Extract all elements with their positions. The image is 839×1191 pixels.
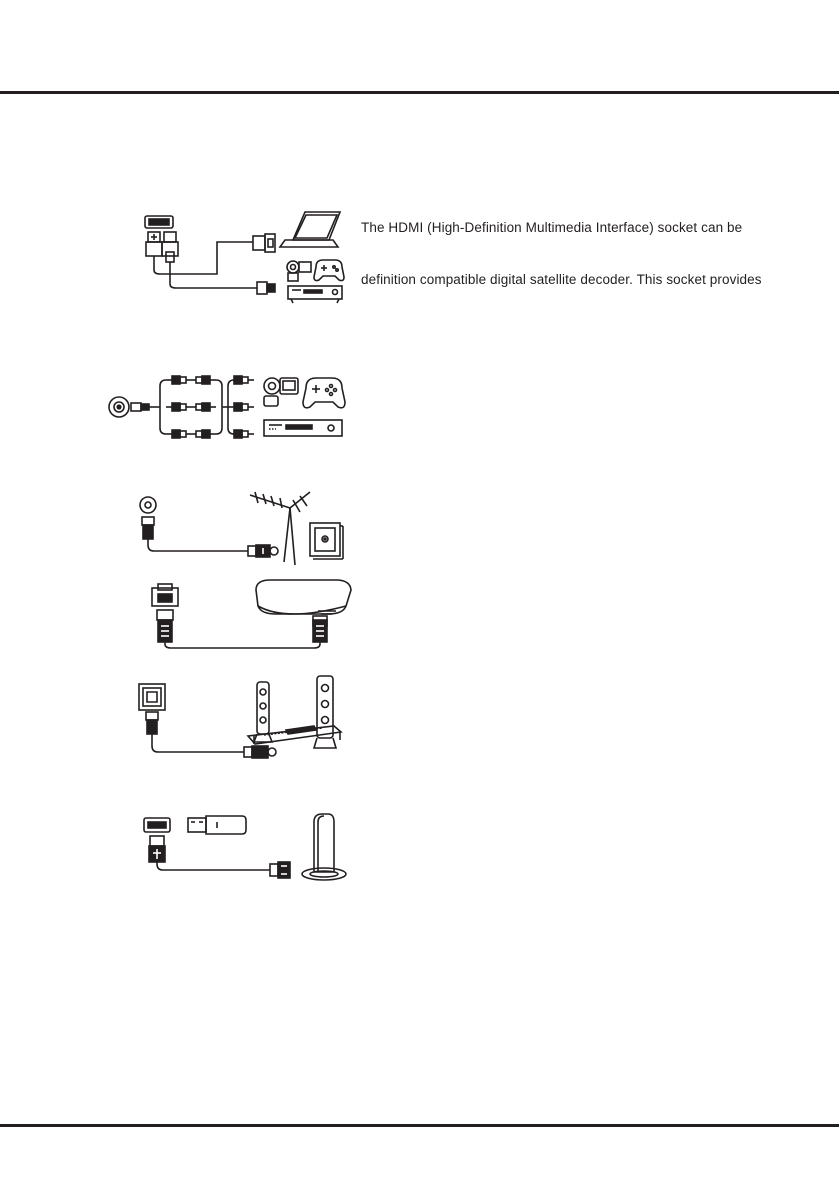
hdmi-description-line-1: The HDMI (High-Definition Multimedia Interface) socket can be (361, 220, 743, 235)
antenna-connection-diagram-icon (130, 490, 355, 565)
footer-rule (0, 1124, 839, 1127)
optical-audio-connection-diagram-icon (136, 674, 356, 762)
usb-connection-diagram-icon (142, 812, 354, 884)
lan-router-connection-diagram-icon (146, 578, 356, 653)
hdmi-description-line-2: definition compatible digital satellite decoder. This socket provides (361, 272, 762, 287)
hdmi-connection-diagram-icon (135, 210, 350, 305)
av-connection-diagram-icon (106, 372, 356, 442)
header-rule (0, 91, 839, 94)
